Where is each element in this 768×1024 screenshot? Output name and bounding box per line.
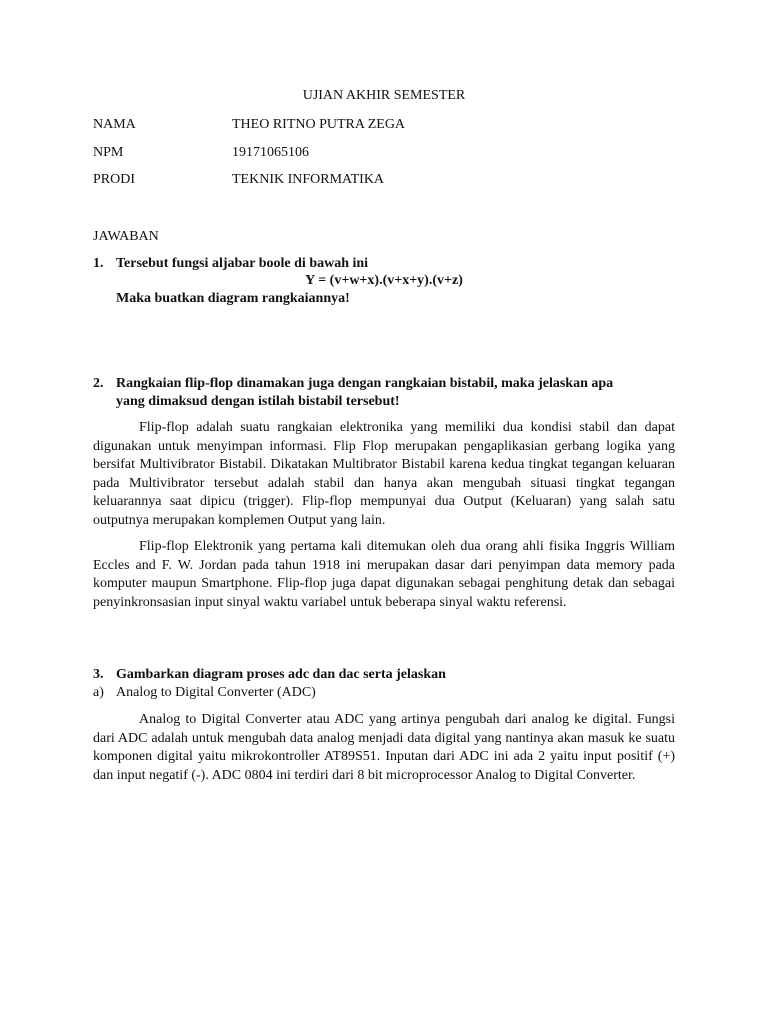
- q1-equation: Y = (v+w+x).(v+x+y).(v+z): [305, 273, 463, 288]
- value-npm: 19171065106: [232, 145, 309, 160]
- q1-number: 1.: [93, 256, 104, 271]
- q3-answer-paragraph-1: Analog to Digital Converter atau ADC yang artinya pengubah dari analog ke digital. Fungsi dari ADC adalah untuk mengubah data analog menjadi data digital yang nantinya akan masuk ke suatu komponen digital yaitu mikrokontroller AT89S51. Inputan dari ADC ini ada 2 yaitu input positif (+) dan input negatif (-). ADC 0804 ini terdiri dari 8 bit microprocessor Analog to Digital Converter.: [93, 712, 675, 783]
- q2-answer-paragraph-2: Flip-flop Elektronik yang pertama kali ditemukan oleh dua orang ahli fisika Inggris William Eccles and F. W. Jordan pada tahun 1918 ini merupakan dasar dari penyimpan data memory pada komputer maupun Smartphone. Flip-flop juga dapat digunakan sebagai penghitung detak dan sebagai penyinkronsasian input sinyal waktu variabel untuk beberapa sinyal waktu referensi.: [93, 539, 675, 610]
- section-heading: JAWABAN: [93, 229, 159, 244]
- label-npm: NPM: [93, 145, 124, 160]
- page-title: UJIAN AKHIR SEMESTER: [302, 88, 466, 103]
- value-prodi: TEKNIK INFORMATIKA: [232, 172, 385, 187]
- label-prodi: PRODI: [93, 172, 136, 187]
- q2-text-line1: Rangkaian flip-flop dinamakan juga dengan rangkaian bistabil, maka jelaskan apa: [116, 376, 614, 391]
- q3-number: 3.: [93, 667, 104, 682]
- q3-text: Gambarkan diagram proses adc dan dac serta jelaskan: [116, 667, 446, 682]
- q2-text-line2: yang dimaksud dengan istilah bistabil tersebut!: [116, 394, 400, 409]
- q3-sub-a-label: a): [93, 685, 104, 700]
- q2-number: 2.: [93, 376, 104, 391]
- q2-answer-paragraph-1: Flip-flop adalah suatu rangkaian elektronika yang memiliki dua kondisi stabil dan dapat digunakan untuk menyimpan informasi. Flip Flop merupakan pengaplikasian gerbang logika yang bersifat Multivibrator Bistabil. Dikatakan Multibrator Bistabil karena kedua tingkat tegangan keluaran pada Multivibrator tersebut adalah stabil dan hanya akan mengubah situasi tingkat tegangan keluarannya saat dipicu (trigger). Flip-flop mempunyai dua Output (Keluaran) yang salah satu outputnya merupakan komplemen Output yang lain.: [93, 420, 675, 528]
- q1-text: Tersebut fungsi aljabar boole di bawah ini: [116, 256, 369, 271]
- q1-instruction: Maka buatkan diagram rangkaiannya!: [116, 291, 350, 306]
- value-nama: THEO RITNO PUTRA ZEGA: [232, 117, 406, 132]
- label-nama: NAMA: [93, 117, 136, 132]
- q3-sub-a-heading: Analog to Digital Converter (ADC): [116, 685, 316, 700]
